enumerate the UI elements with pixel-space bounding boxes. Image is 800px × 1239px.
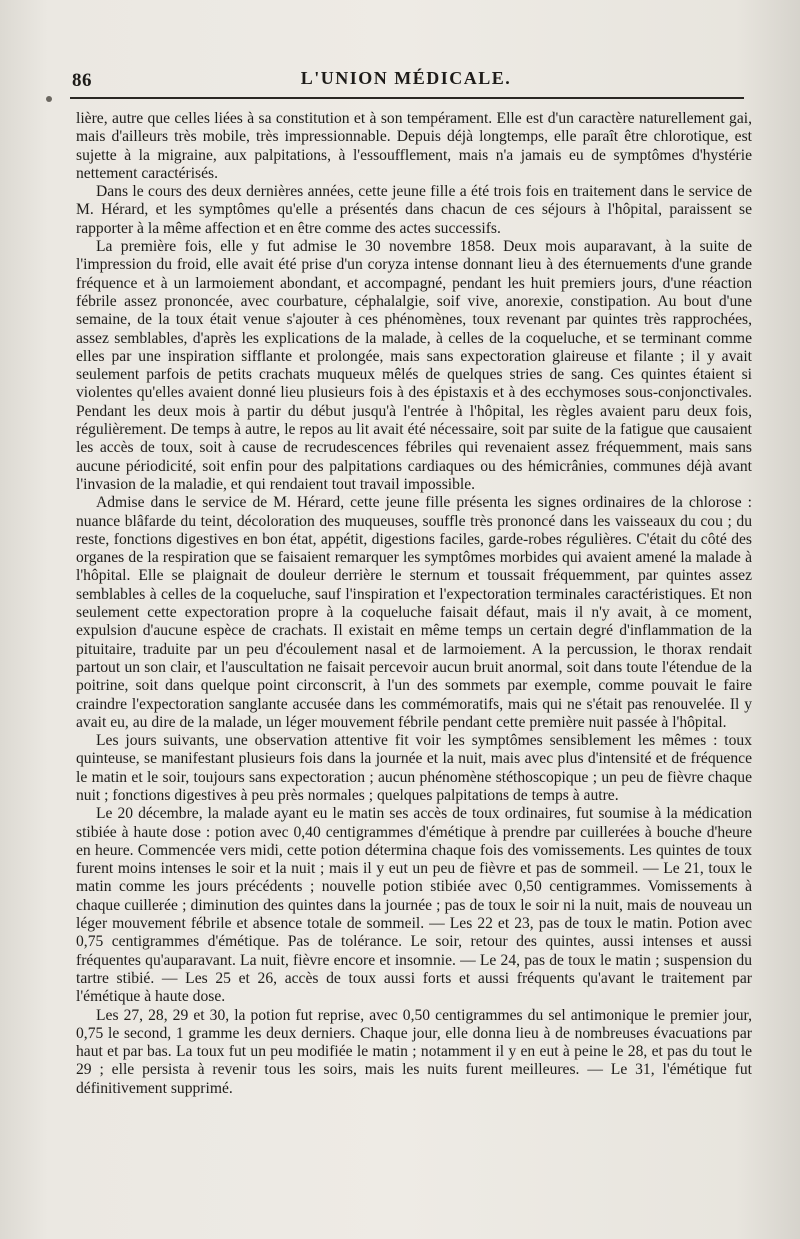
paragraph: Le 20 décembre, la malade ayant eu le matin ses accès de toux ordinaires, fut soumise à la médication stibiée à haute dose : potion avec 0,40 centigrammes d'émétique à prendre par cuillerées à bouche d'heure en heure. Commencée vers midi, cette potion détermina chaque fois des vomissements. Les quintes de toux furent moins intenses le soir et la nuit ; mais il y eut un peu de fièvre et pas de sommeil. — Le 21, toux le matin comme les jours précédents ; nouvelle potion stibiée avec 0,50 centigrammes. Vomissements à chaque cuillerée ; diminution des quintes dans la journée ; pas de toux le soir ni la nuit, mais de nouveau un léger mouvement fébrile et absence totale de sommeil. — Les 22 et 23, pas de toux le matin. Potion avec 0,75 centigrammes d'émétique. Pas de tolérance. Le soir, retour des quintes, aussi intenses et aussi fréquentes qu'auparavant. La nuit, fièvre encore et insomnie. — Le 24, pas de toux le matin ; suspension du tartre stibié. — Les 25 et 26, accès de toux aussi forts et aussi fréquents qu'avant le traitement par l'émétique à haute dose. <box>76 805 752 1006</box>
paragraph: Dans le cours des deux dernières années, cette jeune fille a été trois fois en traitement dans le service de M. Hérard, et les symptômes qu'elle a présentés dans chacun de ces séjours à l'hôpital, paraissent se rapporter à la même affection et en être comme des actes successifs. <box>76 183 752 237</box>
body-text <box>76 110 752 1098</box>
margin-mark <box>46 96 52 102</box>
paragraph: La première fois, elle y fut admise le 30 novembre 1858. Deux mois auparavant, à la suite de l'impression du froid, elle avait été prise d'un coryza intense donnant lieu à des éternuements d'une grande fréquence et à un larmoiement abondant, et accompagné, pendant les huit premiers jours, d'une réaction fébrile assez prononcée, avec courbature, céphalalgie, soif vive, anorexie, constipation. Au bout d'une semaine, de la toux était venue s'ajouter à ces phénomènes, toux revenant par quintes très rapprochées, assez semblables, d'après les explications de la malade, à celles de la coqueluche, et se terminant comme elles par une inspiration sifflante et prolongée, mais sans expectoration glaireuse et filante ; il y avait seulement parfois de petits crachats muqueux mêlés de quelques stries de sang. Ces quintes étaient si violentes qu'elles avaient donné lieu plusieurs fois à des épistaxis et à des ecchymoses sous-conjonctivales. Pendant les deux mois à partir du début jusqu'à l'entrée à l'hôpital, les règles avaient paru deux fois, régulièrement. De temps à autre, le repos au lit avait été nécessaire, soit par suite de la fatigue que causaient les accès de toux, soit à cause de recrudescences fébriles qui revenaient assez fréquemment, mais sans aucune périodicité, soit enfin pour des palpitations cardiaques ou des hémicrânies, communes déjà avant l'invasion de la maladie, et qui rendaient tout travail impossible. <box>76 238 752 493</box>
header-rule <box>70 97 744 99</box>
paragraph: Les jours suivants, une observation attentive fit voir les symptômes sensiblement les mêmes : toux quinteuse, se manifestant plusieurs fois dans la journée et la nuit, mais avec plus d'intensité et de fréquence le matin et le soir, toujours sans expectoration ; aucun phénomène stéthoscopique ; un peu de fièvre chaque nuit ; fonctions digestives à peu près normales ; quelques palpitations de temps à autre. <box>76 732 752 804</box>
paragraph: Admise dans le service de M. Hérard, cette jeune fille présenta les signes ordinaires de la chlorose : nuance blâfarde du teint, décoloration des muqueuses, souffle très prononcé dans les vaisseaux du cou ; du reste, fonctions digestives en bon état, appétit, digestions faciles, garde-robes régulières. C'était du côté des organes de la respiration que se faisaient remarquer les symptômes morbides qui avaient amené la malade à l'hôpital. Elle se plaignait de douleur derrière le sternum et toussait fréquemment, par quintes assez semblables à celles de la coqueluche, sauf l'inspiration et l'expectoration terminales caractéristiques. Et non seulement cette expectoration propre à la coqueluche faisait défaut, mais il n'y avait, à ce moment, expulsion d'aucune espèce de crachats. Il existait en même temps un certain degré d'inflammation de la pituitaire, traduite par un peu d'écoulement nasal et de larmoiement. A la percussion, le thorax rendait partout un son clair, et l'auscultation ne faisait percevoir aucun bruit anormal, soit dans toute l'étendue de la poitrine, soit dans quelque point circonscrit, à l'un des sommets par exemple, comme pouvait le faire craindre l'expectoration sanglante accusée dans les commémoratifs, mais qui ne s'était pas renouvelée. Il y avait eu, au dire de la malade, un léger mouvement fébrile pendant cette première nuit passée à l'hôpital. <box>76 494 752 731</box>
page-number: 86 <box>72 70 92 91</box>
paragraph: Les 27, 28, 29 et 30, la potion fut reprise, avec 0,50 centigrammes du sel antimonique le premier jour, 0,75 le second, 1 gramme les deux derniers. Chaque jour, elle donna lieu à de nombreuses évacuations par haut et par bas. La toux fut un peu modifiée le matin ; notamment il y en eut à peine le 28, et pas du tout le 29 ; elle persista à revenir tous les soirs, mais les nuits furent meilleures. — Le 31, l'émétique fut définitivement supprimé. <box>76 1006 752 1097</box>
running-head: L'UNION MÉDICALE. <box>300 68 512 88</box>
page-header <box>68 66 744 92</box>
paragraph: lière, autre que celles liées à sa constitution et à son tempérament. Elle est d'un caractère naturellement gai, mais d'ailleurs très mobile, très impressionnable. Depuis déjà longtemps, elle paraît être chlorotique, est sujette à la migraine, aux palpitations, à l'essoufflement, mais n'a jamais eu de symptômes d'hystérie nettement caractérisés. <box>76 110 752 182</box>
